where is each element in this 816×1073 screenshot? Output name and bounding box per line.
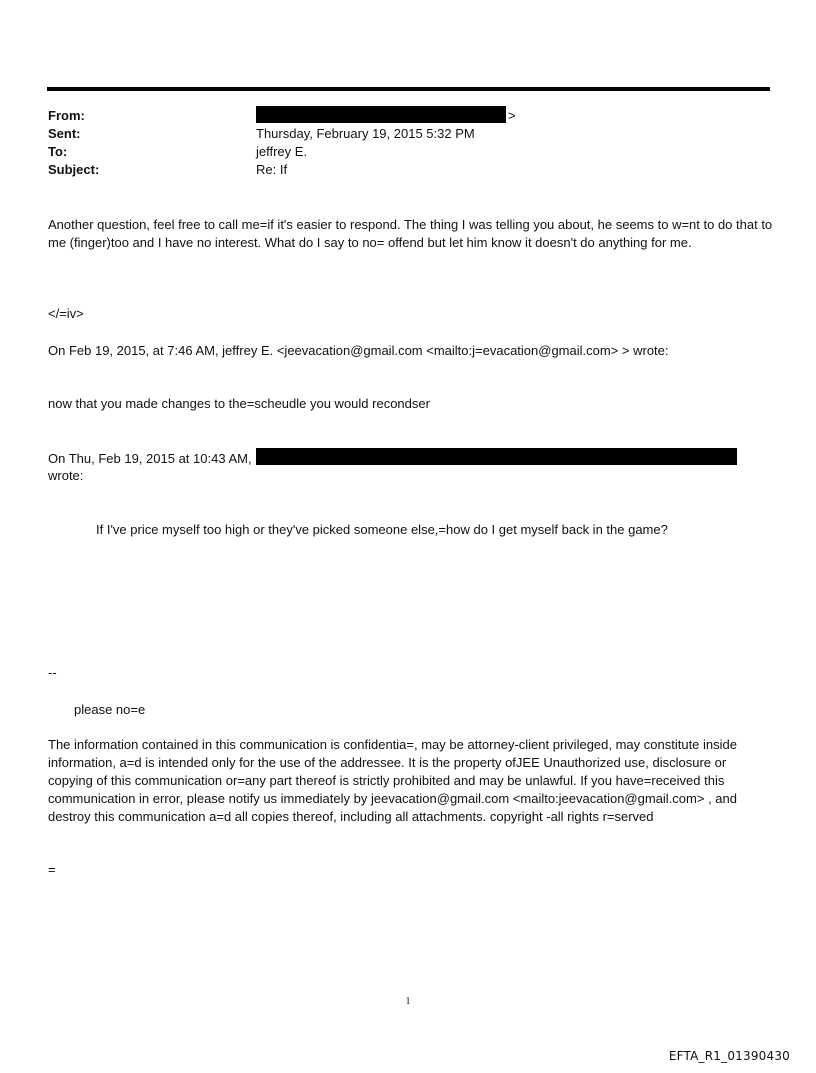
signature-dashes: -- bbox=[48, 665, 57, 680]
quote2-redaction bbox=[256, 448, 737, 465]
trailing-equals: = bbox=[48, 862, 56, 877]
quote1-text: now that you made changes to the=scheudle you would recondser bbox=[48, 396, 430, 411]
quote2-header: On Thu, Feb 19, 2015 at 10:43 AM, bbox=[48, 451, 252, 466]
quote2-wrote: wrote: bbox=[48, 468, 84, 483]
to-value: jeffrey E. bbox=[256, 144, 308, 159]
from-label: From: bbox=[48, 108, 85, 123]
sent-label: Sent: bbox=[48, 126, 81, 141]
message-paragraph: Another question, feel free to call me=if it's easier to respond. The thing I was telling you about, he seems to w=nt to do that to me (finger)too and I have no interest. What do I say to no= offend but let him know it doesn't do anything for me. bbox=[48, 217, 773, 250]
subject-value: Re: If bbox=[256, 162, 288, 177]
document-id: EFTA_R1_01390430 bbox=[668, 1049, 790, 1063]
to-label: To: bbox=[48, 144, 68, 159]
subject-label: Subject: bbox=[48, 162, 100, 177]
quote1-header: On Feb 19, 2015, at 7:46 AM, jeffrey E. <jeevacation@gmail.com <mailto:j=evacation@gmail.com> > wrote: bbox=[48, 343, 669, 358]
from-suffix: > bbox=[508, 108, 516, 123]
disclaimer: The information contained in this communication is confidentia=, may be attorney-client privileged, may constitute inside information, a=d is intended only for the use of the addressee. It is the property ofJEE Unauthorized use, disclosure or copying of this communication or=any part thereof is strictly prohibited and may be unlawful. If you have=received this communication in error, please notify us immediately by jeevacation@gmail.com <mailto:jeevacation@gmail.com> , and destroy this communication a=d all copies thereof, including all attachments. copyright -all rights r=served bbox=[48, 737, 737, 824]
quote2-text: If I've price myself too high or they've picked someone else,=how do I get myself back in the game? bbox=[96, 522, 668, 537]
sent-value: Thursday, February 19, 2015 5:32 PM bbox=[256, 126, 475, 141]
from-redaction bbox=[256, 106, 506, 123]
signature-note: please no=e bbox=[74, 702, 146, 717]
page-number: 1 bbox=[405, 996, 411, 1007]
header-rule bbox=[47, 87, 770, 91]
div-fragment: </=iv> bbox=[48, 306, 84, 321]
